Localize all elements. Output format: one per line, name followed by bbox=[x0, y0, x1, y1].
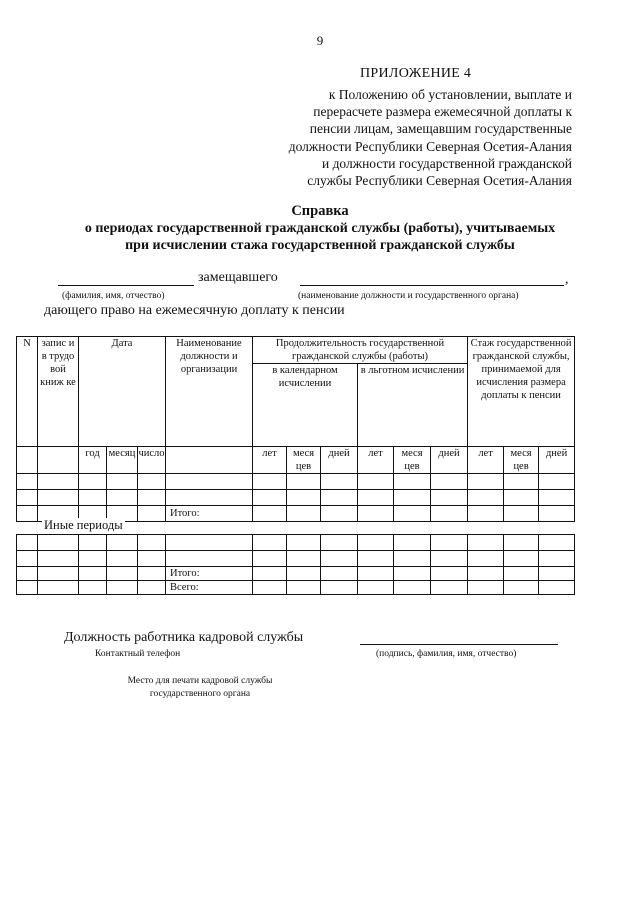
periods-table bbox=[16, 336, 575, 522]
appendix-title: ПРИЛОЖЕНИЕ 4 bbox=[360, 66, 472, 81]
name-field[interactable] bbox=[58, 285, 194, 286]
name-caption: (фамилия, имя, отчество) bbox=[62, 291, 165, 301]
subheader-months: меся цев bbox=[394, 447, 431, 474]
subheader-days: дней bbox=[321, 447, 358, 474]
stamp-placeholder bbox=[110, 675, 290, 701]
stamp-line: Место для печати кадровой службы bbox=[127, 676, 273, 686]
header-calendar: в календарном исчислении bbox=[253, 364, 358, 447]
holder-word: замещавшего bbox=[198, 270, 278, 285]
other-periods-table bbox=[16, 534, 575, 595]
subheader-days: дней bbox=[431, 447, 468, 474]
cell bbox=[17, 447, 38, 474]
header-date: Дата bbox=[79, 337, 166, 447]
header-preferential: в льготном исчислении bbox=[358, 364, 468, 447]
page-number: 9 bbox=[316, 33, 324, 48]
appendix-description bbox=[289, 86, 572, 189]
appendix-line: и должности государственной гражданской bbox=[321, 155, 572, 171]
table-row bbox=[17, 474, 575, 490]
document-subtitle bbox=[40, 220, 600, 254]
header-experience: Стаж государственной гражданской службы, принимаемой для исчисления размера доплаты к пенсии bbox=[468, 337, 575, 447]
hr-position-label: Должность работника кадровой службы bbox=[64, 630, 304, 645]
total-label: Итого: bbox=[166, 506, 253, 522]
position-caption: (наименование должности и государственного органа) bbox=[298, 291, 519, 301]
subheader-year: год bbox=[79, 447, 107, 474]
entitlement-text: дающего право на ежемесячную доплату к пенсии bbox=[44, 303, 345, 318]
header-record: запис и в трудо вой книж ке bbox=[38, 337, 79, 447]
cell bbox=[166, 447, 253, 474]
subheader-years: лет bbox=[468, 447, 504, 474]
appendix-line: должности Республики Северная Осетия-Алания bbox=[288, 138, 572, 154]
contact-phone-label: Контактный телефон bbox=[95, 649, 181, 659]
header-duration: Продолжительность государственной гражданской службы (работы) bbox=[253, 337, 468, 364]
document-title: Справка bbox=[291, 203, 349, 219]
subheader-years: лет bbox=[358, 447, 394, 474]
subtitle-line: при исчислении стажа государственной гражданской службы bbox=[125, 238, 515, 253]
table-row bbox=[17, 535, 575, 551]
subheader-months: меся цев bbox=[287, 447, 321, 474]
cell bbox=[38, 447, 79, 474]
grand-total-label: Всего: bbox=[166, 581, 253, 595]
appendix-line: пенсии лицам, замещавшим государственные bbox=[309, 121, 572, 137]
subheader-months: меся цев bbox=[504, 447, 539, 474]
header-position: Наименование должности и организации bbox=[166, 337, 253, 447]
signature-caption: (подпись, фамилия, имя, отчество) bbox=[376, 649, 517, 659]
position-field[interactable] bbox=[300, 285, 564, 286]
other-periods-label: Иные периоды bbox=[44, 518, 123, 532]
table-row bbox=[17, 551, 575, 567]
signature-field[interactable] bbox=[360, 644, 558, 645]
subtitle-line: о периодах государственной гражданской службы (работы), учитываемых bbox=[84, 221, 556, 236]
appendix-line: к Положению об установлении, выплате и bbox=[328, 87, 572, 102]
subheader-day: число bbox=[138, 447, 166, 474]
grand-total-row bbox=[17, 581, 575, 595]
subheader-days: дней bbox=[539, 447, 575, 474]
trailing-comma: , bbox=[565, 272, 569, 287]
subheader-years: лет bbox=[253, 447, 287, 474]
total-row bbox=[17, 567, 575, 581]
appendix-line: перерасчете размера ежемесячной доплаты к bbox=[313, 104, 572, 120]
table-row bbox=[17, 490, 575, 506]
appendix-line: службы Республики Северная Осетия-Алания bbox=[307, 173, 572, 189]
total-label: Итого: bbox=[166, 567, 253, 581]
header-no: N bbox=[17, 337, 38, 447]
stamp-line: государственного органа bbox=[149, 689, 251, 699]
subheader-month: месяц bbox=[107, 447, 138, 474]
